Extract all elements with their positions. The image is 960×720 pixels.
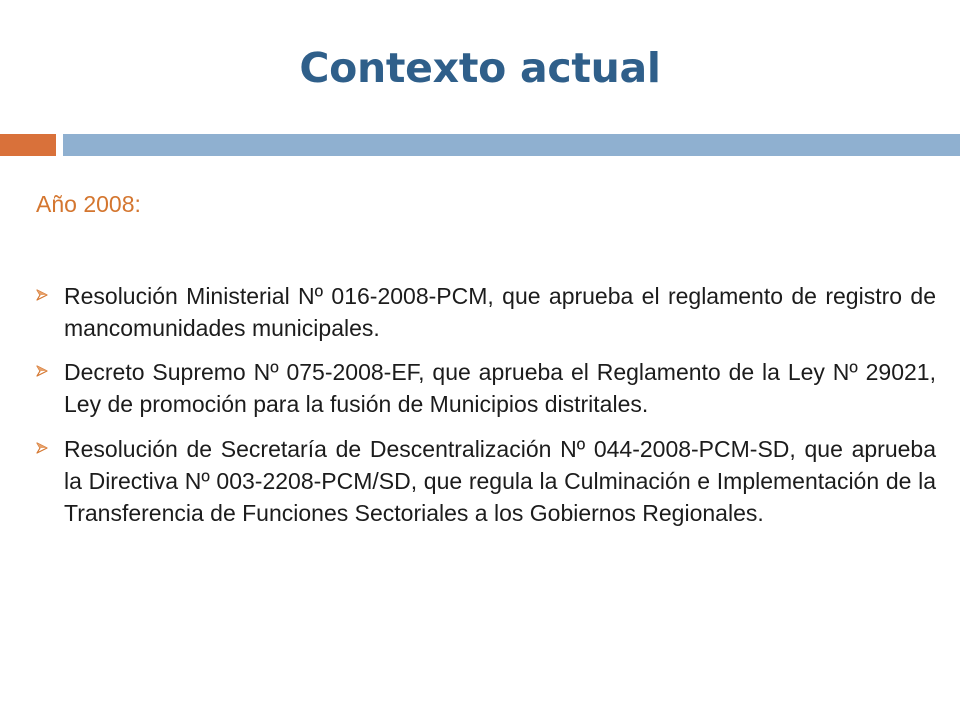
year-heading: Año 2008: [36, 191, 141, 217]
bullet-text: Decreto Supremo Nº 075-2008-EF, que aprueba el Reglamento de la Ley Nº 29021, Ley de promoción para la fusión de Municipios distritales. [64, 359, 936, 417]
accent-bar-orange [0, 134, 56, 156]
bullet-list [36, 280, 936, 541]
slide-title: Contexto actual [299, 44, 661, 92]
list-item [36, 280, 936, 344]
bullet-text: Resolución Ministerial Nº 016-2008-PCM, que aprueba el reglamento de registro de mancomunidades municipales. [64, 283, 936, 341]
arrowhead-bullet-icon [36, 289, 48, 301]
bullet-text: Resolución de Secretaría de Descentralización Nº 044-2008-PCM-SD, que aprueba la Directiva Nº 003-2208-PCM/SD, que regula la Culminación e Implementación de la Transferencia de Funciones Sectoriales a los Gobiernos Regionales. [64, 436, 936, 526]
arrowhead-bullet-icon [36, 365, 48, 377]
list-item [36, 356, 936, 420]
list-item [36, 433, 936, 529]
accent-bar-gap [56, 134, 63, 156]
accent-bar-blue [63, 134, 960, 156]
arrowhead-bullet-icon [36, 442, 48, 454]
